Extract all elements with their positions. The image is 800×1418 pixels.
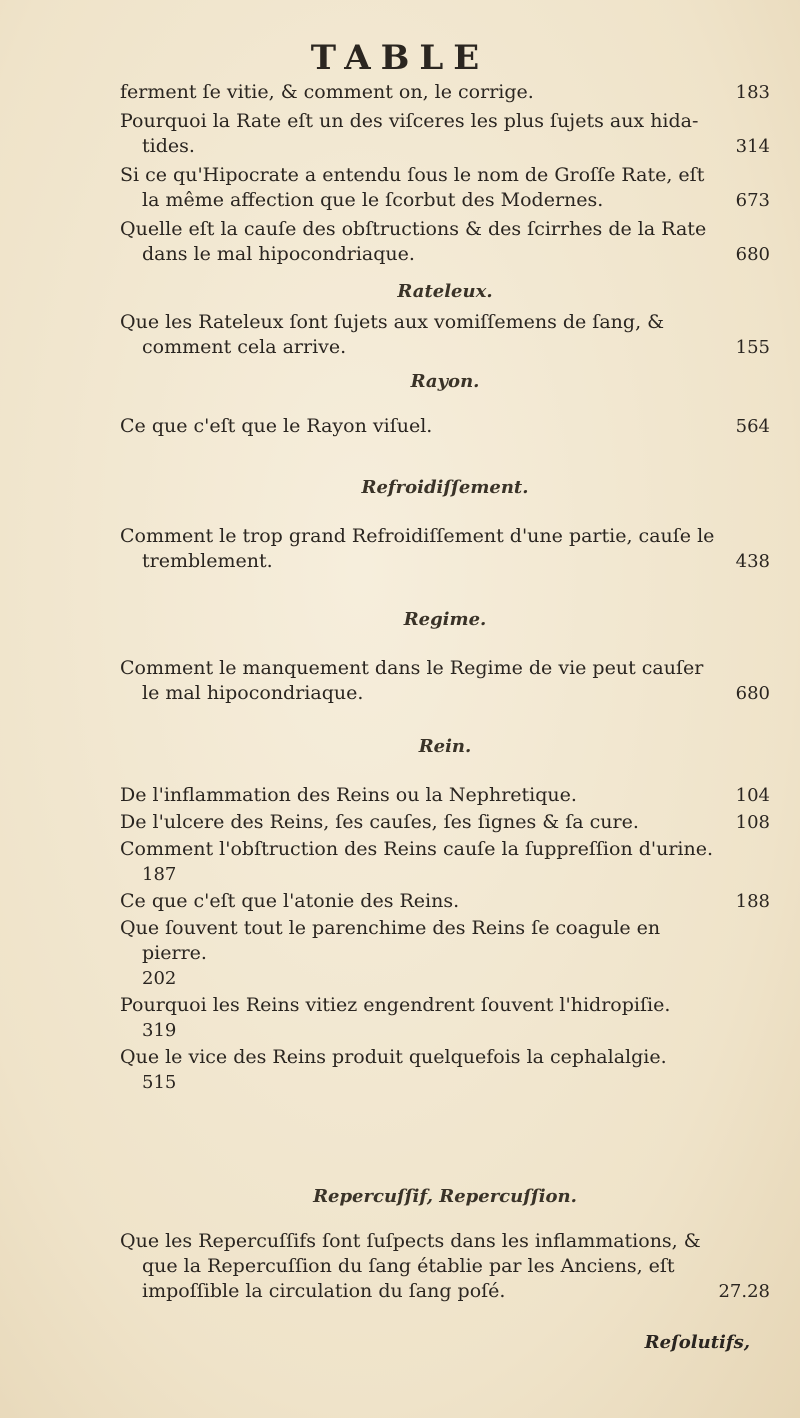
index-entry [120, 837, 770, 887]
entry-page-number: 438 [735, 551, 770, 572]
section-regime [120, 608, 770, 706]
entry-page-number: 27.28 [718, 1281, 770, 1302]
section-rateleux [120, 280, 770, 360]
section-heading: Repercuſſif, Repercuſſion. [313, 1186, 577, 1207]
section-refroidissement [120, 476, 770, 574]
entry-text: Quelle eſt la cauſe des obſtructions & des ſcirrhes de la Rate dans le mal hipocondriaque. [120, 218, 707, 265]
entry-page-number: 202 [142, 968, 177, 989]
index-entry [120, 783, 770, 808]
section-heading: Regime. [403, 609, 487, 630]
entry-text: Pourquoi les Reins vitiez engendrent ſouvent l'hidropiſie. [120, 994, 671, 1016]
entry-text: Ce que c'eſt que l'atonie des Reins. [120, 890, 460, 912]
entry-text: Comment le manquement dans le Regime de vie peut cauſer le mal hipocondriaque. [120, 657, 704, 704]
entry-text: Si ce qu'Hipocrate a entendu ſous le nom de Groſſe Rate, eſt la même affection que le ſcorbut des Modernes. [120, 164, 705, 211]
index-entry [120, 889, 770, 914]
section-heading: Rateleux. [397, 281, 493, 302]
index-entry [120, 80, 770, 105]
catchword: Reſolutifs, [644, 1332, 750, 1353]
entry-page-number: 183 [735, 82, 770, 103]
entry-page-number: 187 [142, 864, 177, 885]
index-entry [120, 217, 770, 267]
index-entry [120, 1045, 770, 1095]
section-rayon [120, 370, 770, 439]
index-entry [120, 1229, 770, 1304]
entry-page-number: 319 [142, 1020, 177, 1041]
entry-text: De l'inflammation des Reins ou la Nephretique. [120, 784, 577, 806]
entry-text: De l'ulcere des Reins, ſes cauſes, ſes ſignes & ſa cure. [120, 811, 639, 833]
entry-page-number: 515 [142, 1072, 177, 1093]
entry-text: Comment le trop grand Refroidiſſement d'une partie, cauſe le tremblement. [120, 525, 715, 572]
entry-text: Ce que c'eſt que le Rayon viſuel. [120, 415, 433, 437]
entry-page-number: 155 [735, 337, 770, 358]
index-entry [120, 810, 770, 835]
index-entry [120, 916, 770, 991]
entry-text: Que ſouvent tout le parenchime des Reins ſe coagule en pierre. [120, 917, 661, 964]
index-entry [120, 993, 770, 1043]
entry-page-number: 188 [735, 891, 770, 912]
section-heading: Rayon. [410, 371, 480, 392]
index-entry [120, 310, 770, 360]
entry-page-number: 680 [735, 683, 770, 704]
index-entry [120, 524, 770, 574]
entry-page-number: 314 [735, 136, 770, 157]
entry-text: Comment l'obſtruction des Reins cauſe la ſuppreſſion d'urine. [120, 838, 714, 860]
entry-text: ferment ſe vitie, & comment on, le corrige. [120, 81, 534, 103]
entry-text: Pourquoi la Rate eſt un des viſceres les plus ſujets aux hida-tides. [120, 110, 699, 157]
index-entry [120, 109, 770, 159]
entry-page-number: 104 [735, 785, 770, 806]
index-entry [120, 163, 770, 213]
entry-text: Que le vice des Reins produit quelquefois la cephalalgie. [120, 1046, 667, 1068]
entry-text: Que les Repercuſſifs ſont ſuſpects dans les inflammations, & que la Repercuſſion du ſang établie par les Anciens, eſt impoſſible la circulation du ſang poſé. [120, 1230, 701, 1302]
section-heading: Refroidiſſement. [361, 477, 529, 498]
running-head: TABLE [310, 38, 490, 78]
entry-page-number: 680 [735, 244, 770, 265]
section-rein [120, 735, 770, 1095]
section-rate [120, 80, 770, 267]
section-heading: Rein. [418, 736, 472, 757]
index-entry [120, 414, 770, 439]
entry-page-number: 673 [735, 190, 770, 211]
section-repercussif [120, 1185, 770, 1304]
index-entry [120, 656, 770, 706]
entry-page-number: 564 [735, 416, 770, 437]
entry-text: Que les Rateleux ſont ſujets aux vomiſſemens de ſang, & comment cela arrive. [120, 311, 665, 358]
entry-page-number: 108 [735, 812, 770, 833]
